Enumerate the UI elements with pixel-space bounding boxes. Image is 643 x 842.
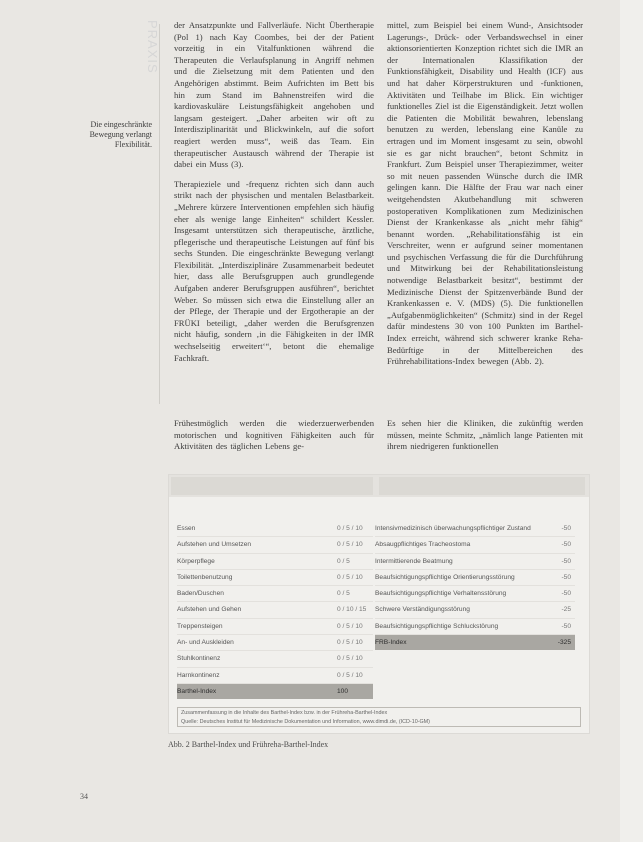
table-total-row: FRB-Index -325 xyxy=(375,635,575,650)
table-row: Beaufsichtigungspflichtige Schluckstörung -50 xyxy=(375,619,575,635)
table-row: Harnkontinenz 0 / 5 / 10 xyxy=(177,668,373,684)
paragraph: der Ansatzpunkte und Fallverläufe. Nicht Übertherapie (Pol 1) nach Kay Coombes, bei der der Patient vorzeitig in ein Vitalfunktionen während die Therapeuten die Verlaufsplanung in Angriff nehmen und die Zielsetzung mit dem Patienten und den Angehörigen abstimmt. Beim Aufrichten im Bett bis hin zum Stand im Bahnenstreifen wird die kardiovaskuläre Leistungsfähigkeit angehoben und langsam gesteigert. „Daher arbeiten wir oft zu Interdisziplinarität und Blickwinkeln, auf die sofort reagiert werden muss“, weiß das Team. Ein therapeutischer Austausch während der Therapie ist dabei ein Muss (3). xyxy=(174,20,374,170)
figure-header-band xyxy=(169,475,589,497)
table-row: Aufstehen und Umsetzen 0 / 5 / 10 xyxy=(177,537,373,553)
table-row: An- und Auskleiden 0 / 5 / 10 xyxy=(177,635,373,651)
figure-header-right xyxy=(379,477,585,495)
fruehreha-barthel-index-table xyxy=(375,521,575,650)
table-row: Beaufsichtigungspflichtige Verhaltensstörung -50 xyxy=(375,586,575,602)
figure-source-note xyxy=(177,707,581,727)
table-row: Absaugpflichtiges Tracheostoma -50 xyxy=(375,537,575,553)
right-text-column xyxy=(387,20,583,410)
paragraph: Therapieziele und -frequenz richten sich dann auch strikt nach der physischen und mentalen Belastbarkeit. „Mehrere kürzere Interventionen empfehlen sich häufig eher als wenige lange Einheiten“ schildert Kessler. Insgesamt unterstützen sich therapeutische, ärztliche, pflegerische und therapeutische Leistungen auf fünf bis sechs Stunden. Die eingeschränkte Bewegung verlangt Flexibilität. „Interdisziplinäre Zusammenarbeit bedeutet hier, dass alle Berufsgruppen auch grundlegende Aufgaben anderer Berufsgruppen ausführen“, berichtet Weber. So müssen sich etwa die Einstellung aller an der Pflege, der Therapie und der Ergotherapie an der FRÜKI beteiligt, „daher werden die Berufsgrenzen nicht häufig, sondern ‚in die Fähigkeiten in der IMR wechselseitig erweitert‘“, betont die ehemalige Fachkraft. xyxy=(174,178,374,363)
table-row: Intermittierende Beatmung -50 xyxy=(375,554,575,570)
paragraph: Es sehen hier die Kliniken, die zukünftig werden müssen, meinte Schmitz, „nämlich lange Patienten mit ihrem niedrigeren funktionellen xyxy=(387,418,583,452)
paragraph: mittel, zum Beispiel bei einem Wund-, Ansichtsoder Lagerungs-, Drück- oder Verbandswechsel in einer aktionsorientierten Konzeption richtet sich die IMR an der Internationalen Klassifikation der Funktionsfähigkeit, Disability und Health (ICF) aus und hat daher Körperstrukturen und -funktionen, Aktivitäten und Teilhabe im Blick. Ein wichtiger funktionelles Ziel ist die Eigenständigkeit. Jetzt wollen die Patienten die Mobilität bewahren, lebenslang benutzen zu werden, lebenslang eine Kanüle zu ertragen und im Moment insgesamt zu sein, obwohl sie es gar nicht brauchen“, betont Schmitz in Frankfurt. Zum Beispiel unser Therapiezimmer, weiter so mit neuen passenden Wünsche durch die IMR gelingen kann. Die Hälfte der Frau war nach einer weitgehendsten Akutbehandlung mit schweren postoperativen Komplikationen zum Medizinischen Dienst der Krankenkasse als „nicht mehr fähig“ benannt worden. „Rehabilitationsfähig ist ein Verschreiter, wenn er aufgrund seiner momentanen und psychischen Verfassung die für die Durchführung und Mitwirkung bei der Rehabilitationsleistung notwendige Belastbarkeit besitzt“, bestimmt der Medizinische Dienst der Spitzenverbände Bund der Krankenkassen e. V. (MDS) (5). Die funktionellen „Aufgabenmöglichkeiten“ (Schmitz) sind in der Regel dafür mindestens 30 von 100 Punkten im Barthel-Index erreicht, während sich schwerer kranke Reha-Bedürftige in der Mittelbereichen des Frührehabilitations-Index bewegen (Abb. 2). xyxy=(387,20,583,367)
page-number: 34 xyxy=(80,792,88,801)
table-row: Toilettenbenutzung 0 / 5 / 10 xyxy=(177,570,373,586)
adjacent-page-edge xyxy=(620,0,643,842)
left-text-column xyxy=(174,20,374,390)
barthel-index-table xyxy=(177,521,373,699)
table-row: Intensivmedizinisch überwachungspflichtiger Zustand -50 xyxy=(375,521,575,537)
section-spine-mark: PRAXIS xyxy=(145,20,160,74)
left-text-continuation xyxy=(174,418,374,462)
table-row: Treppensteigen 0 / 5 / 10 xyxy=(177,619,373,635)
table-row: Stuhlkontinenz 0 / 5 / 10 xyxy=(177,651,373,667)
table-row: Essen 0 / 5 / 10 xyxy=(177,521,373,537)
margin-sidenote: Die eingeschränkte Bewegung verlangt Flexibilität. xyxy=(89,120,152,149)
source-line: Zusammenfassung in die Inhalte des Barthel-Index bzw. in der Frühreha-Barthel-Index xyxy=(181,710,388,716)
table-total-row: Barthel-Index 100 xyxy=(177,684,373,699)
source-line: Quelle: Deutsches Institut für Medizinische Dokumentation und Information, www.dimdi.de, (ICD-10-GM) xyxy=(181,719,430,725)
figure-header-left xyxy=(171,477,373,495)
table-row: Aufstehen und Gehen 0 / 10 / 15 xyxy=(177,602,373,618)
figure-caption: Abb. 2 Barthel-Index und Frühreha-Barthel-Index xyxy=(168,740,329,749)
table-row: Baden/Duschen 0 / 5 xyxy=(177,586,373,602)
figure-barthel-index xyxy=(168,474,590,734)
table-row: Schwere Verständigungsstörung -25 xyxy=(375,602,575,618)
table-row: Körperpflege 0 / 5 xyxy=(177,554,373,570)
right-text-continuation xyxy=(387,418,583,462)
table-row: Beaufsichtigungspflichtige Orientierungsstörung -50 xyxy=(375,570,575,586)
paragraph: Frühestmöglich werden die wiederzuerwerbenden motorischen und kognitiven Fähigkeiten auch für Aktivitäten des täglichen Lebens ge- xyxy=(174,418,374,452)
